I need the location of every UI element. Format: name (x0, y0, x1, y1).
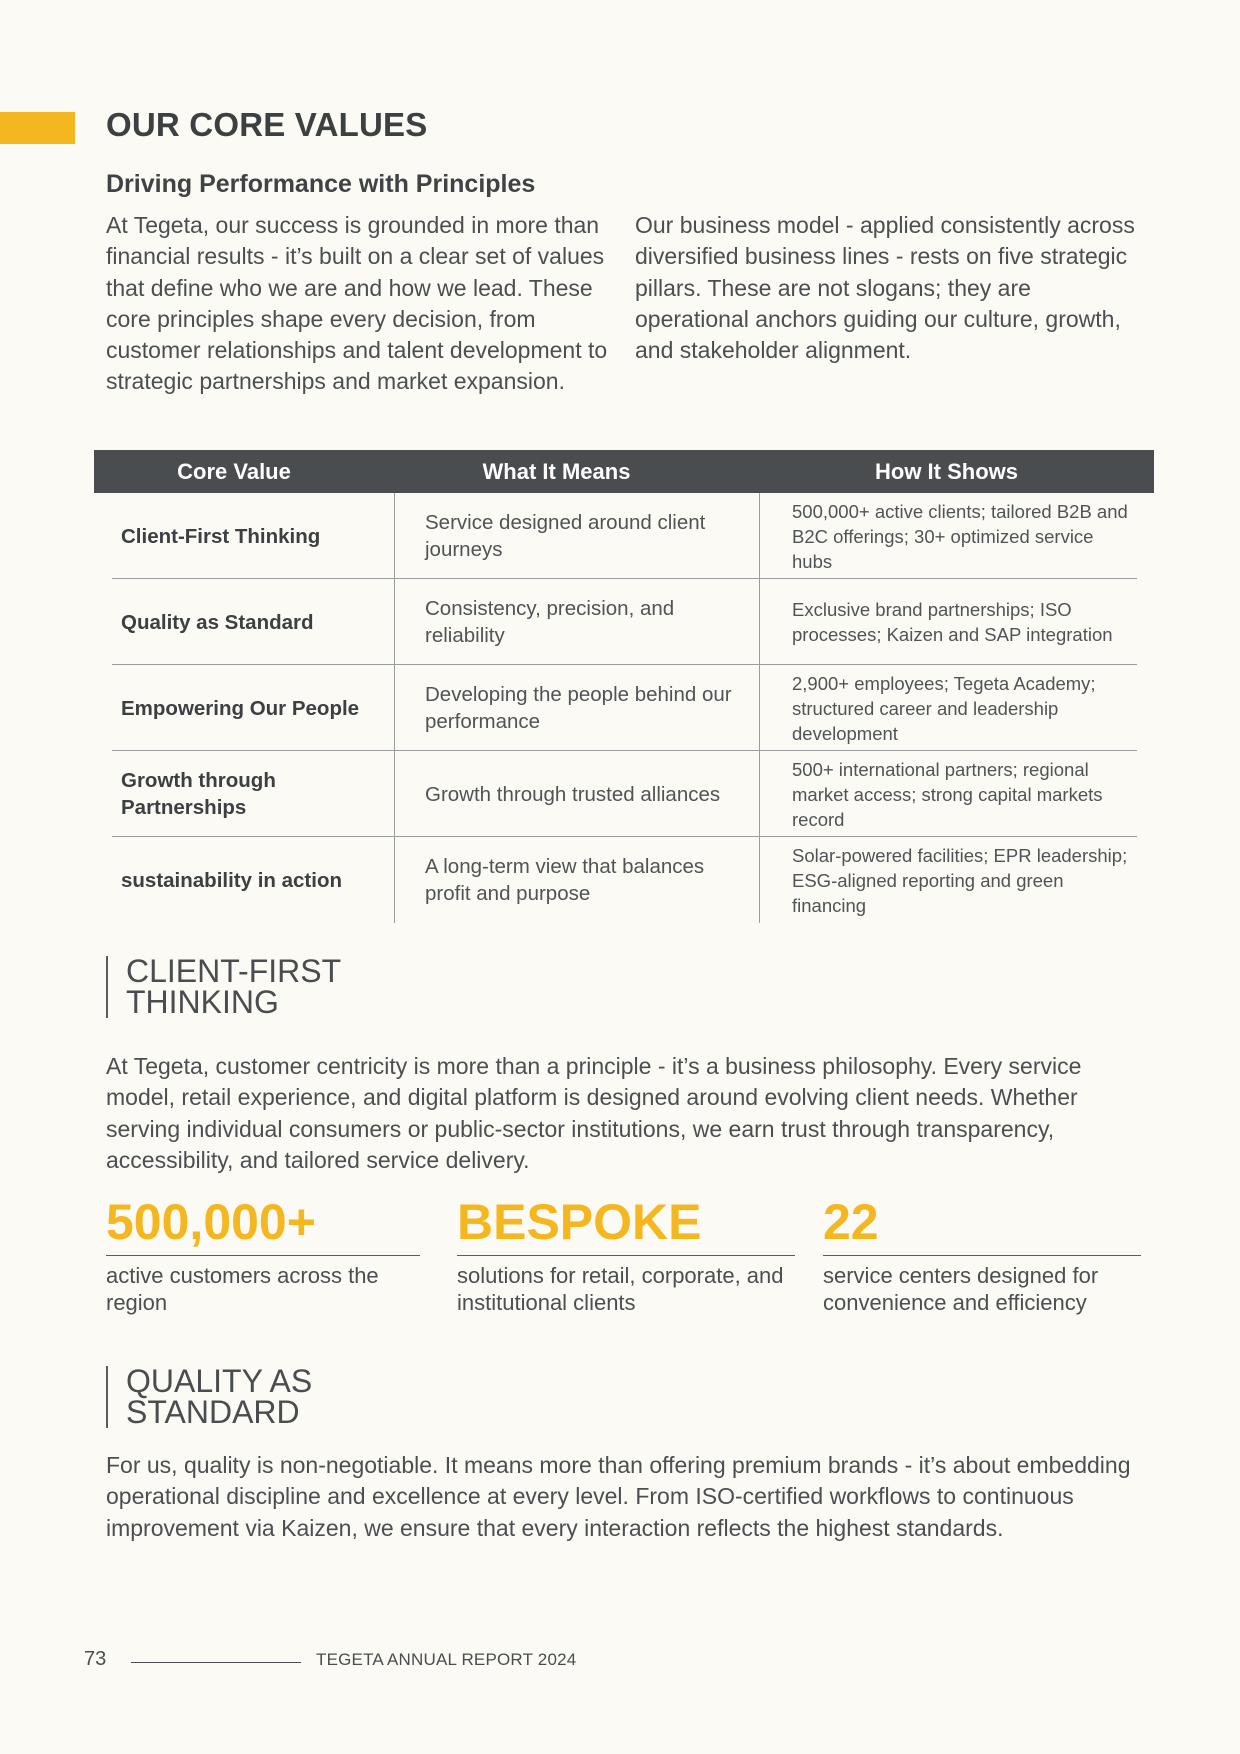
accent-bar (0, 112, 75, 144)
intro-right-paragraph: Our business model - applied consistently across diversified business lines - rests on five strategic pillars. These are not slogans; they are operational anchors guiding our culture, growth, and stakeholder alignment. (635, 212, 1135, 364)
stat-label: service centers designed for convenience and efficiency (823, 1263, 1099, 1315)
quality-heading-line2: STANDARD (126, 1394, 300, 1430)
what-it-means-cell: Developing the people behind our performance (394, 665, 759, 751)
core-value-cell: Empowering Our People (121, 696, 360, 720)
column-header-what-it-means: What It Means (482, 458, 631, 484)
stat-label: active customers across the region (106, 1263, 379, 1315)
quality-heading (106, 1363, 313, 1430)
column-header-core-value: Core Value (177, 458, 291, 484)
client-first-heading (106, 953, 342, 1020)
core-value-cell: Growth through Partnerships (121, 769, 276, 819)
table-row (94, 665, 1154, 751)
page-title: OUR CORE VALUES (106, 106, 428, 143)
what-it-means-cell: A long-term view that balances profit and purpose (394, 837, 759, 923)
table-row (94, 579, 1154, 665)
client-first-body: At Tegeta, customer centricity is more than a principle - it’s a business philosophy. Every service model, retail experience, and digital platform is designed around evolving client needs. Whether serving individual consumers or public-sector institutions, we earn trust through transparency, accessibility, and tailored service delivery. (106, 1053, 1082, 1173)
stat-number: 22 (823, 1193, 1141, 1256)
quality-body: For us, quality is non-negotiable. It means more than offering premium brands - it’s about embedding operational discipline and excellence at every level. From ISO-certified workflows to continuous improvement via Kaizen, we ensure that every interaction reflects the highest standards. (106, 1452, 1131, 1541)
client-first-heading-line1: CLIENT-FIRST (126, 953, 342, 989)
page-number: 73 (84, 1648, 107, 1670)
footer-rule (131, 1662, 301, 1663)
how-it-shows-cell: Exclusive brand partnerships; ISO processes; Kaizen and SAP integration (759, 579, 1139, 665)
stat-number: 500,000+ (106, 1193, 420, 1256)
stat-label: solutions for retail, corporate, and institutional clients (457, 1263, 784, 1315)
how-it-shows-cell: 2,900+ employees; Tegeta Academy; structured career and leadership development (759, 665, 1139, 751)
what-it-means-cell: Growth through trusted alliances (394, 751, 759, 837)
table-row (94, 751, 1154, 837)
how-it-shows-cell: 500+ international partners; regional market access; strong capital markets record (759, 751, 1139, 837)
intro-left-paragraph: At Tegeta, our success is grounded in more than financial results - it’s built on a clear set of values that define who we are and how we lead. These core principles shape every decision, from customer relationships and talent development to strategic partnerships and market expansion. (106, 212, 608, 395)
how-it-shows-cell: 500,000+ active clients; tailored B2B and B2C offerings; 30+ optimized service hubs (759, 493, 1139, 579)
stat-service-centers (823, 1193, 1141, 1316)
what-it-means-cell: Service designed around client journeys (394, 493, 759, 579)
how-it-shows-cell: Solar-powered facilities; EPR leadership; ESG-aligned reporting and green financing (759, 837, 1139, 923)
table-header (94, 450, 1154, 493)
stat-active-customers (106, 1193, 420, 1316)
client-first-heading-line2: THINKING (126, 984, 279, 1020)
stat-number: BESPOKE (457, 1193, 795, 1256)
report-name: TEGETA ANNUAL REPORT 2024 (316, 1650, 577, 1669)
core-value-cell: Client-First Thinking (121, 524, 321, 548)
core-value-cell: sustainability in action (121, 868, 342, 892)
table-row (94, 837, 1154, 923)
stats-row (106, 1193, 1141, 1333)
core-value-cell: Quality as Standard (121, 610, 314, 634)
column-header-how-it-shows: How It Shows (875, 458, 1018, 484)
stat-bespoke-solutions (457, 1193, 795, 1316)
quality-heading-line1: QUALITY AS (126, 1363, 313, 1399)
what-it-means-cell: Consistency, precision, and reliability (394, 579, 759, 665)
page-subtitle: Driving Performance with Principles (106, 170, 536, 198)
table-row (94, 493, 1154, 579)
core-values-table (94, 450, 1154, 923)
